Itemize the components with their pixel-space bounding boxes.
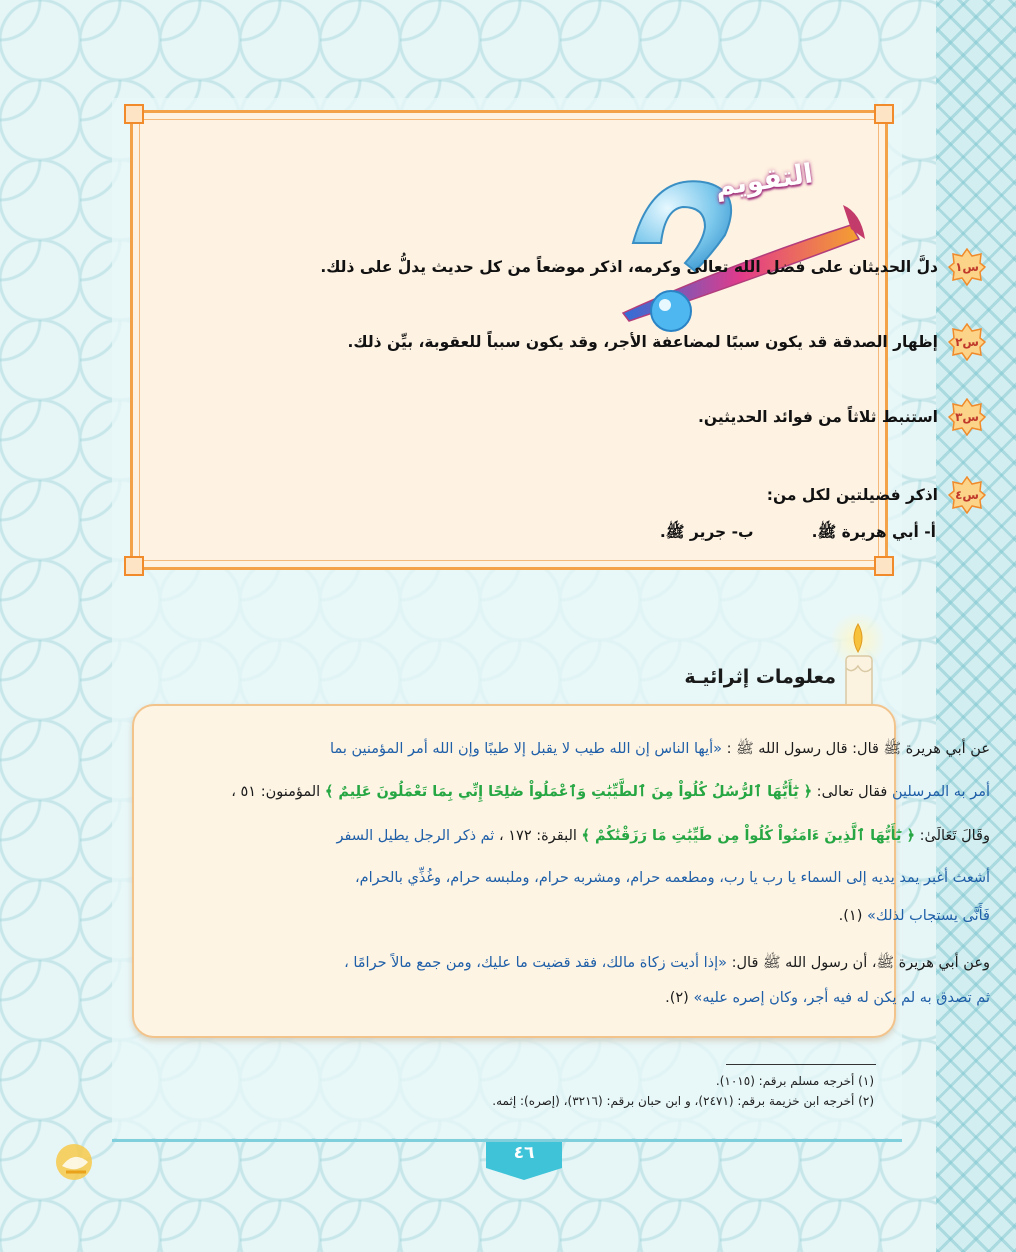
hadith-quote: أشعث أغبر يمد يديه إلى السماء يا رب يا رب، ومطعمه حرام، ومشربه حرام، وملبسه حرام، وغُذِّي بالحرام، bbox=[354, 870, 990, 886]
question-2 bbox=[348, 323, 986, 361]
question-marker-icon bbox=[948, 323, 986, 361]
hadith-intro: وعن أبي هريرة ﷺ، أن رسول الله ﷺ قال: bbox=[727, 955, 990, 971]
question-marker-icon bbox=[948, 476, 986, 514]
question-marker-label: س٤ bbox=[955, 488, 979, 502]
question-text: استنبط ثلاثاً من فوائد الحديثين. bbox=[697, 408, 938, 426]
question-1 bbox=[320, 248, 986, 286]
hadith-quote: ثم تصدق به لم يكن له فيه أجر، وكان إصره عليه» bbox=[693, 990, 990, 1006]
frame-corner-ornament bbox=[124, 556, 144, 576]
hadith-quote: «إذا أديت زكاة مالك، فقد قضيت ما عليك، ومن جمع مالاً حرامًا ، bbox=[344, 955, 728, 971]
question-4-options bbox=[660, 522, 936, 545]
footnote-1: (١) أخرجه مسلم برقم: (١٠١٥). bbox=[715, 1074, 874, 1088]
decorative-side-strip bbox=[936, 0, 1016, 1252]
question-text: إظهار الصدقة قد يكون سببًا لمضاعفة الأجر، وقد يكون سبباً للعقوبة، بيِّن ذلك. bbox=[347, 333, 938, 351]
verse-reference: المؤمنون: ٥١ ، bbox=[231, 784, 325, 800]
hadith-quote: ثم ذكر الرجل يطيل السفر bbox=[336, 828, 495, 844]
hadith-intro: عن أبي هريرة ﷺ قال: قال رسول الله ﷺ : bbox=[722, 741, 990, 757]
page-number: ٤٦ bbox=[513, 1143, 535, 1163]
question-4 bbox=[767, 476, 986, 514]
frame-corner-ornament bbox=[874, 104, 894, 124]
question-text: اذكر فضيلتين لكل من: bbox=[766, 486, 938, 504]
frame-corner-ornament bbox=[874, 556, 894, 576]
question-marker-label: س١ bbox=[955, 260, 979, 274]
footnote-2: (٢) أخرجه ابن خزيمة برقم: (٢٤٧١)، و ابن حبان برقم: (٣٢١٦)، (إصره): إثمه. bbox=[492, 1094, 874, 1108]
question-marker-icon bbox=[948, 398, 986, 436]
enrichment-title: معلومات إثرائيـة bbox=[684, 666, 836, 688]
footnote-marker: (١). bbox=[838, 908, 867, 924]
hadith-intro: وقَالَ تَعَالَىٰ: bbox=[915, 828, 990, 844]
hadith-quote: أمر به المرسلين bbox=[891, 784, 990, 800]
footnote-marker: (٢). bbox=[665, 990, 694, 1006]
option-b: ب- جرير ﷺ. bbox=[659, 523, 754, 541]
evaluation-title: التقويم bbox=[713, 158, 815, 203]
verse-reference: البقرة: ١٧٢ ، bbox=[494, 828, 582, 844]
question-marker-icon bbox=[948, 248, 986, 286]
hadith-intro: فقال تعالى: bbox=[812, 784, 892, 800]
publisher-logo-icon bbox=[52, 1132, 102, 1188]
enrichment-line-7 bbox=[665, 990, 990, 1006]
enrichment-line-2 bbox=[231, 784, 990, 800]
enrichment-line-1 bbox=[330, 740, 990, 761]
question-text: دلَّ الحديثان على فضل الله تعالى وكرمه، اذكر موضعاً من كل حديث يدلُّ على ذلك. bbox=[320, 258, 938, 276]
frame-corner-ornament bbox=[124, 104, 144, 124]
enrichment-line-4 bbox=[355, 870, 990, 886]
quran-verse: ﴿ يَٰٓأَيُّهَا ٱلَّذِينَ ءَامَنُواْ كُلُواْ مِن طَيِّبَٰتِ مَا رَزَقْنَٰكُمْ ﴾ bbox=[581, 828, 916, 844]
quran-verse: ﴿ يَٰٓأَيُّهَا ٱلرُّسُلُ كُلُواْ مِنَ ٱلطَّيِّبَٰتِ وَٱعْمَلُواْ صَٰلِحًا إِنِّي بِمَا تَعْمَلُونَ عَلِيمٌ ﴾ bbox=[324, 784, 813, 800]
question-3 bbox=[698, 398, 986, 436]
hadith-quote: «أيها الناس إن الله طيب لا يقبل إلا طيبًا وإن الله أمر المؤمنين بما bbox=[330, 741, 723, 757]
footnote-divider bbox=[726, 1064, 876, 1065]
question-marker-label: س٣ bbox=[955, 410, 979, 424]
enrichment-line-3 bbox=[336, 828, 990, 844]
hadith-quote: فَأَنَّى يستجاب لذلك» bbox=[866, 908, 990, 924]
question-marker-label: س٢ bbox=[955, 335, 979, 349]
enrichment-line-5 bbox=[839, 908, 990, 924]
option-a: أ- أبي هريرة ﷺ. bbox=[811, 523, 936, 541]
enrichment-line-6 bbox=[344, 954, 990, 975]
